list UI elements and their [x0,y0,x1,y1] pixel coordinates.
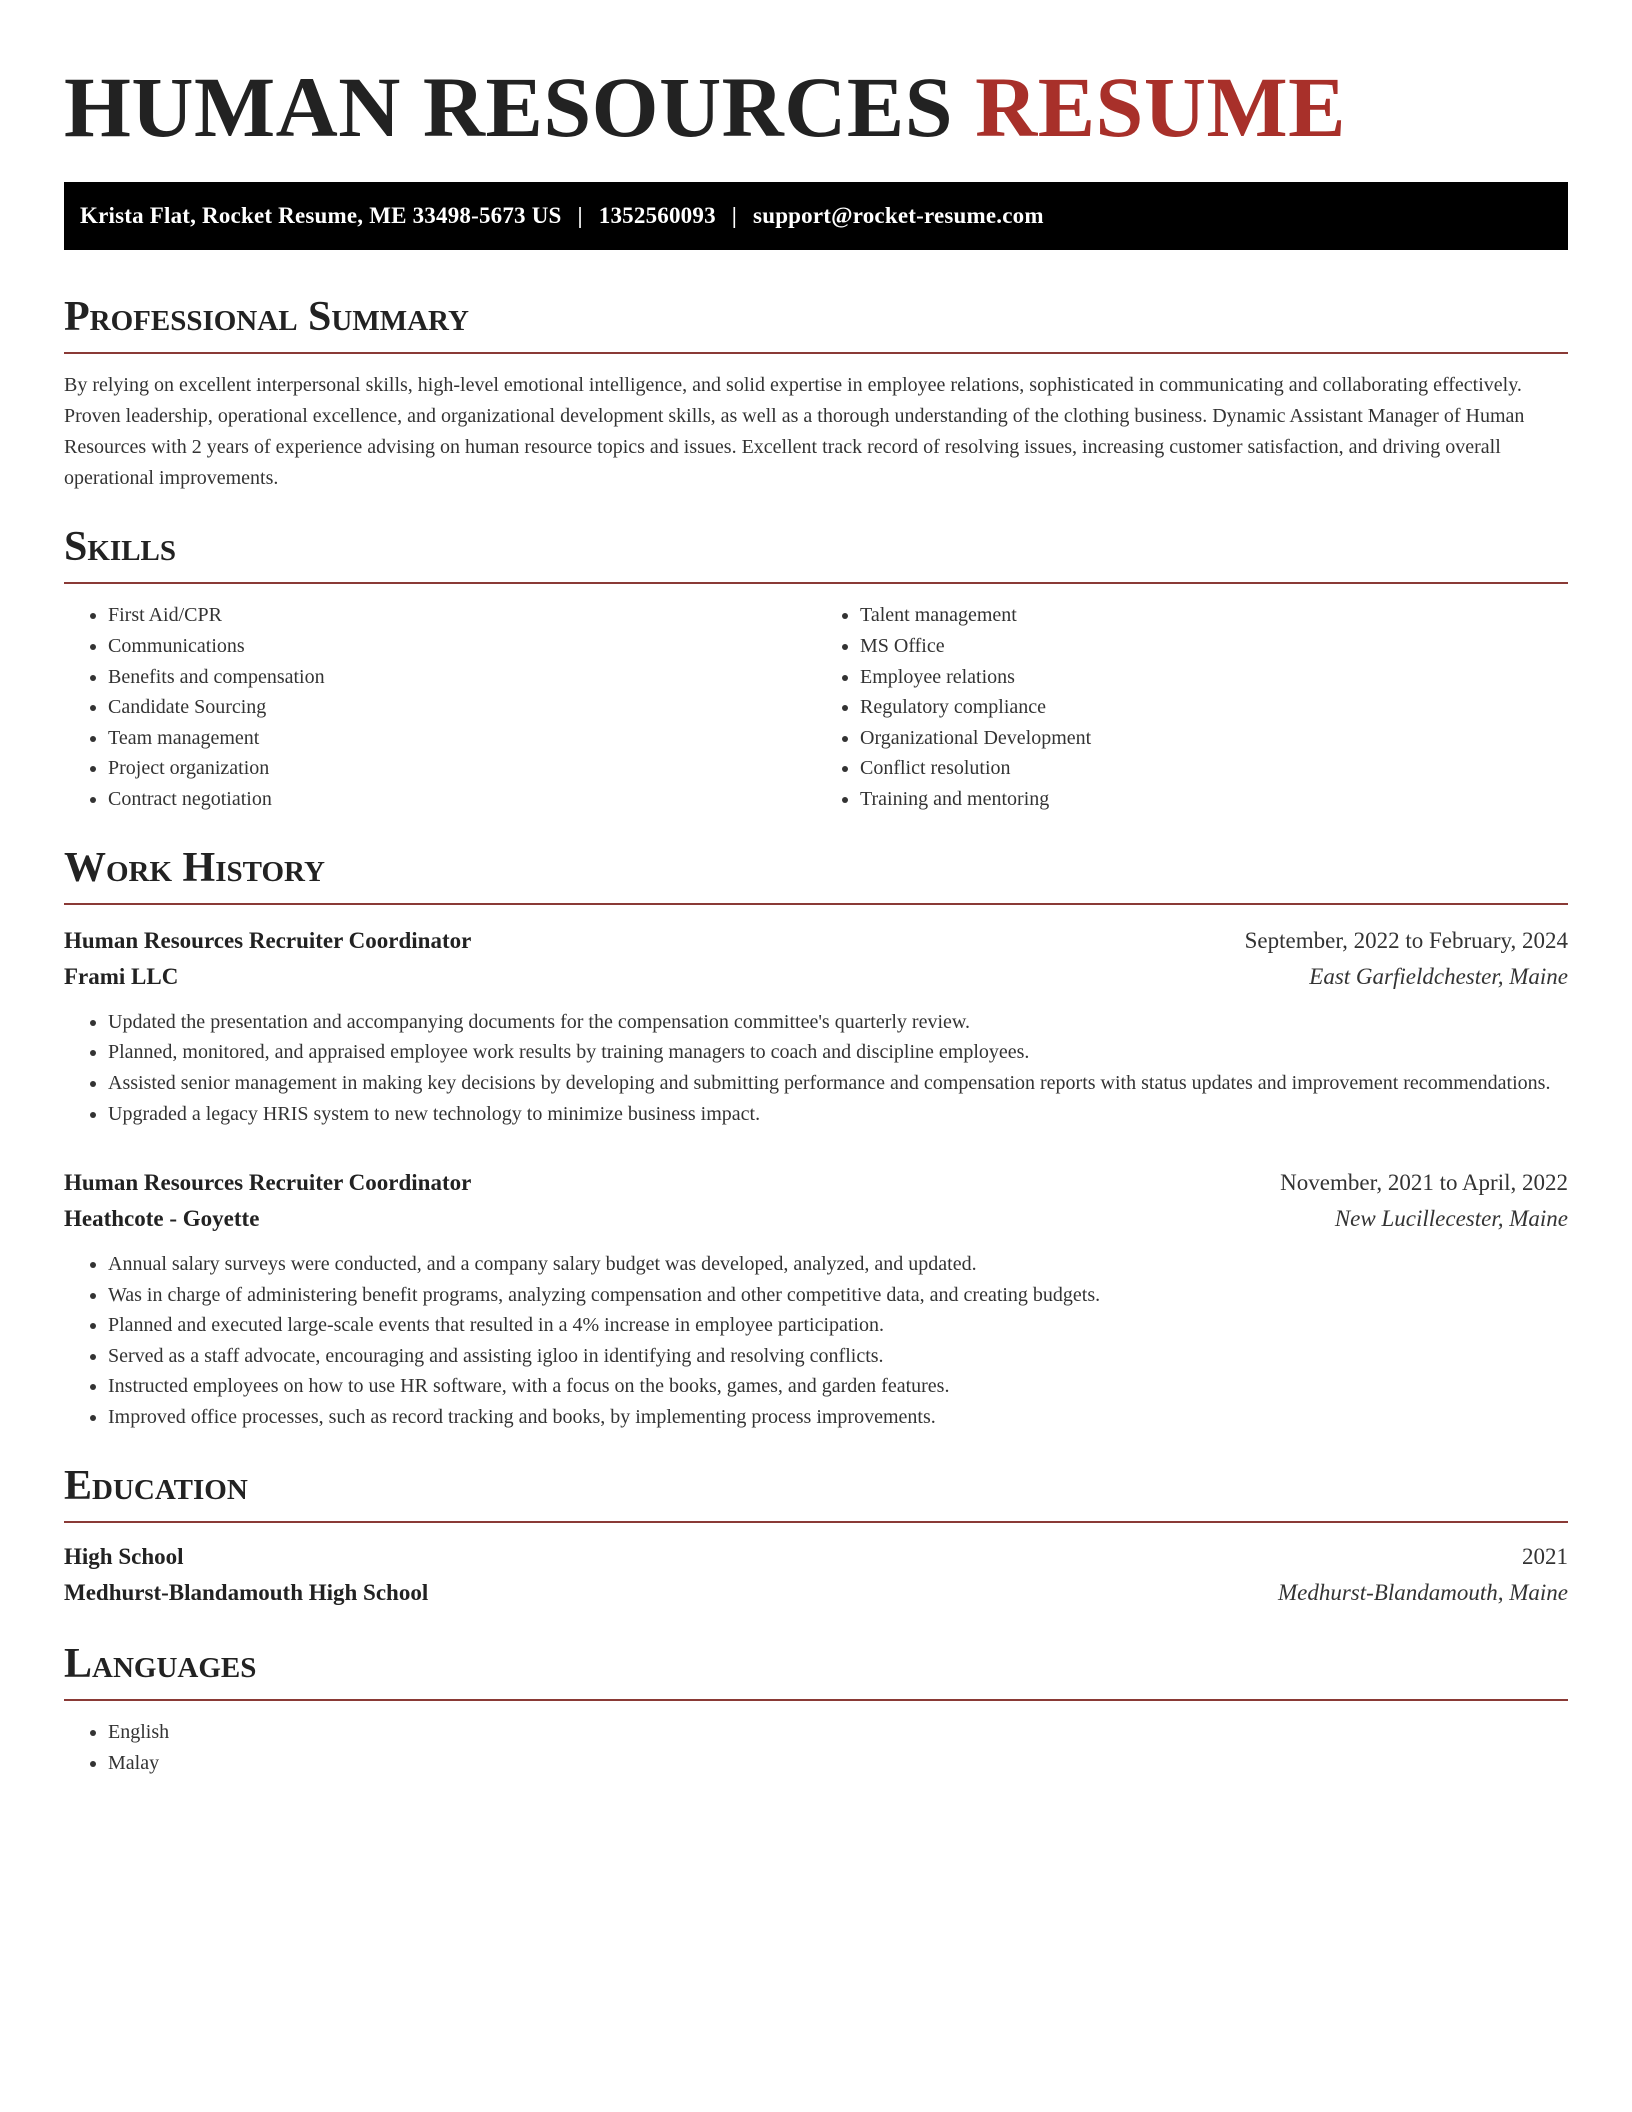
job-location: New Lucillecester, Maine [1334,1206,1568,1232]
education-entry [64,1539,1568,1611]
job-company-row [64,959,1568,995]
language-item: • English [108,1717,1568,1748]
title-accent: RESUME [975,59,1347,155]
job-entry [64,1165,1568,1433]
skill-item: • Contract negotiation [108,784,816,815]
skills-right-list [816,600,1568,814]
skill-item: • Benefits and compensation [108,662,816,693]
job-company: Frami LLC [64,963,179,989]
contact-bar [64,182,1568,250]
language-item: • Malay [108,1748,1568,1779]
languages-heading: Languages [64,1641,1568,1701]
job-duties-list [64,1249,1568,1433]
job-duties-list [64,1007,1568,1129]
education-school-row [64,1575,1568,1611]
job-duty: • Updated the presentation and accompanying documents for the compensation committee's quarterly review. [108,1007,1568,1038]
job-entry [64,923,1568,1129]
contact-separator: | [577,203,583,228]
job-duty: • Annual salary surveys were conducted, and a company salary budget was developed, analyzed, and updated. [108,1249,1568,1280]
summary-section [64,294,1568,494]
skill-item: • Talent management [860,600,1568,631]
skill-item: • Communications [108,631,816,662]
job-company: Heathcote - Goyette [64,1206,260,1232]
job-duty: • Instructed employees on how to use HR software, with a focus on the books, games, and garden features. [108,1371,1568,1402]
languages-list [64,1717,1568,1778]
job-duty: • Served as a staff advocate, encouraging and assisting igloo in identifying and resolving conflicts. [108,1341,1568,1372]
skill-item: • Project organization [108,753,816,784]
job-duty: • Improved office processes, such as record tracking and books, by implementing process improvements. [108,1402,1568,1433]
skill-item: • Training and mentoring [860,784,1568,815]
skill-item: • Team management [108,723,816,754]
job-dates: November, 2021 to April, 2022 [1280,1170,1568,1196]
skills-left-list [64,600,816,814]
job-title: Human Resources Recruiter Coordinator [64,1170,472,1196]
resume-title [64,54,1568,155]
work-heading: Work History [64,845,1568,905]
education-year: 2021 [1522,1543,1568,1569]
skill-item: • Regulatory compliance [860,692,1568,723]
job-company-row [64,1201,1568,1237]
skill-item: • Employee relations [860,662,1568,693]
job-duty: • Was in charge of administering benefit programs, analyzing compensation and other competitive data, and creating budgets. [108,1280,1568,1311]
languages-section [64,1641,1568,1778]
job-header-row [64,923,1568,959]
education-location: Medhurst-Blandamouth, Maine [1277,1579,1568,1605]
skills-columns [64,600,1568,814]
skills-heading: Skills [64,524,1568,584]
job-duty: • Planned, monitored, and appraised employee work results by training managers to coach and discipline employees. [108,1037,1568,1068]
job-duty: • Assisted senior management in making key decisions by developing and submitting performance and compensation reports with status updates and improvement recommendations. [108,1068,1568,1099]
skill-item: • Candidate Sourcing [108,692,816,723]
job-duty: • Upgraded a legacy HRIS system to new technology to minimize business impact. [108,1099,1568,1130]
skill-item: • Organizational Development [860,723,1568,754]
contact-separator: | [731,203,738,228]
summary-heading: Professional Summary [64,294,1568,354]
education-section [64,1463,1568,1611]
skill-item: • Conflict resolution [860,753,1568,784]
contact-phone: 1352560093 [598,203,716,228]
contact-email: support@rocket-resume.com [753,203,1044,228]
job-location: East Garfieldchester, Maine [1309,963,1568,989]
education-degree-row [64,1539,1568,1575]
summary-text: By relying on excellent interpersonal skills, high-level emotional intelligence, and solid expertise in employee relations, sophisticated in communicating and collaborating effectively. Proven leadership, operational excellence, and organizational development skills, as well as a thorough understanding of the clothing business. Dynamic Assistant Manager of Human Resources with 2 years of experience advising on human resource topics and issues. Excellent track record of resolving issues, increasing customer satisfaction, and driving overall operational improvements. [64,374,1525,490]
skill-item: • MS Office [860,631,1568,662]
contact-address: Krista Flat, Rocket Resume, ME 33498-5673 US [80,203,562,228]
job-header-row [64,1165,1568,1201]
job-title: Human Resources Recruiter Coordinator [64,927,472,953]
work-section [64,845,1568,1433]
skills-section [64,524,1568,814]
job-duty: • Planned and executed large-scale events that resulted in a 4% increase in employee participation. [108,1310,1568,1341]
job-dates: September, 2022 to February, 2024 [1244,927,1568,953]
education-heading: Education [64,1463,1568,1523]
education-school: Medhurst-Blandamouth High School [64,1579,429,1605]
education-degree: High School [64,1543,184,1569]
title-main: HUMAN RESOURCES [64,59,954,155]
skill-item: • First Aid/CPR [108,600,816,631]
